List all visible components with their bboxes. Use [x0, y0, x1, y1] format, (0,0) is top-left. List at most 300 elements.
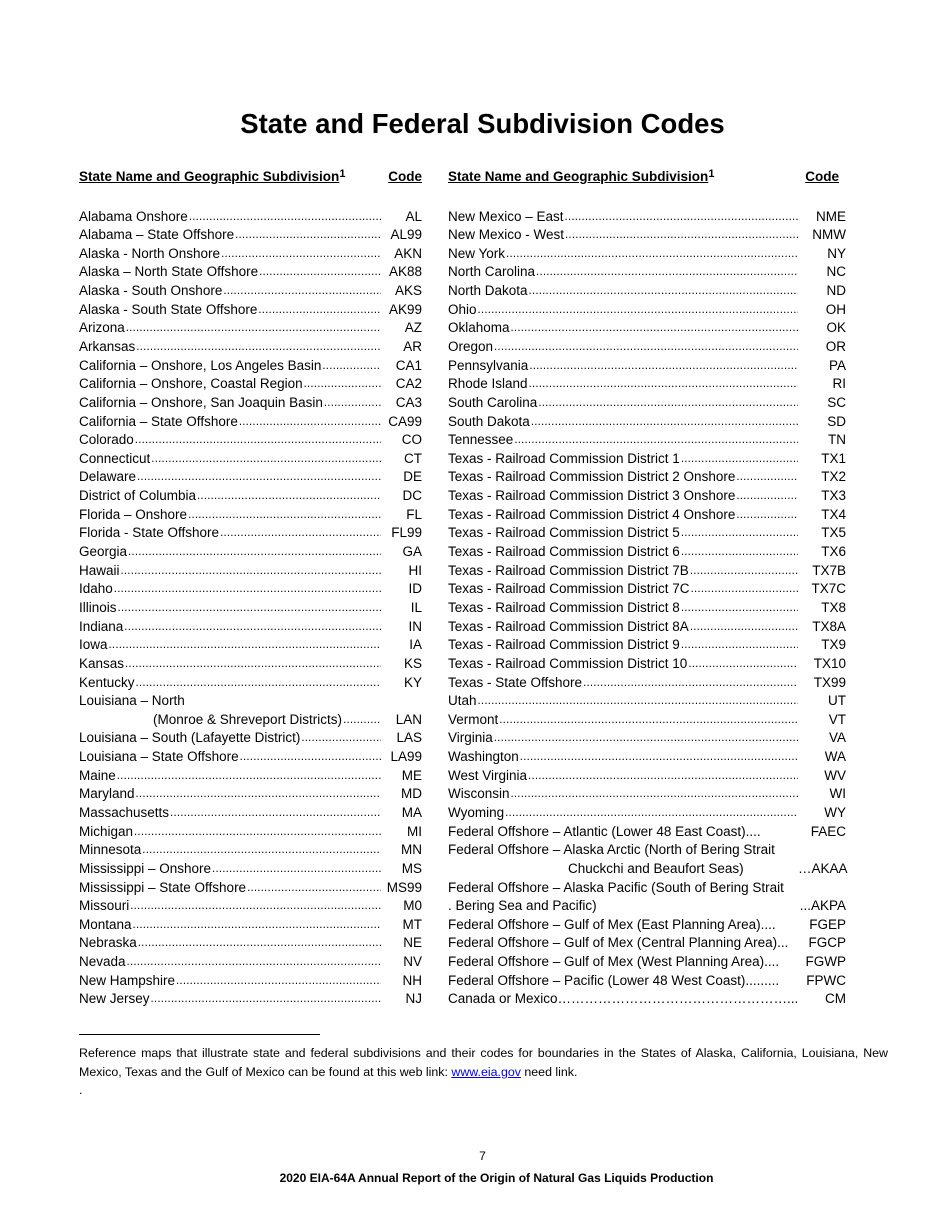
dot-leader	[780, 953, 798, 972]
subdivision-code: MS99	[386, 879, 422, 895]
subdivision-name: Idaho	[79, 581, 113, 597]
subdivision-name: Connecticut	[79, 450, 151, 466]
list-item	[79, 338, 422, 357]
dot-leader	[598, 897, 798, 916]
subdivision-code: NME	[816, 208, 846, 224]
subdivision-name: Maryland	[79, 786, 135, 802]
subdivision-name: New Hampshire	[79, 972, 176, 988]
dot-leader	[745, 860, 798, 879]
subdivision-name: Alaska – North State Offshore	[79, 264, 259, 280]
dot-leader	[133, 916, 381, 935]
list-item	[79, 562, 422, 581]
list-item	[79, 767, 422, 786]
subdivision-code: MS	[401, 860, 422, 876]
list-item	[79, 804, 422, 823]
subdivision-code: M0	[403, 898, 422, 914]
list-item	[79, 748, 422, 767]
subdivision-code: DE	[403, 469, 422, 485]
subdivision-code: AL99	[390, 227, 422, 243]
subdivision-code: CA3	[395, 394, 422, 410]
subdivision-name: Louisiana – South (Lafayette District)	[79, 730, 301, 746]
dot-leader	[565, 226, 798, 245]
list-item	[79, 450, 422, 469]
subdivision-code: AR	[403, 338, 422, 354]
dot-leader	[135, 431, 381, 450]
dot-leader	[690, 562, 798, 581]
list-item	[79, 301, 422, 320]
subdivision-name: Federal Offshore – Gulf of Mex (West Planning Area)....	[448, 954, 780, 970]
list-item	[79, 618, 422, 637]
subdivision-name: Ohio	[448, 301, 477, 317]
footnote-divider	[79, 1034, 320, 1035]
list-item	[79, 282, 422, 301]
dot-leader	[538, 394, 798, 413]
dot-leader	[324, 394, 381, 413]
subdivision-name: Wisconsin	[448, 786, 510, 802]
dot-leader	[514, 431, 798, 450]
dot-leader	[247, 879, 381, 898]
list-item	[448, 506, 846, 525]
subdivision-name: Texas - Railroad Commission District 9	[448, 637, 680, 653]
dot-leader	[776, 841, 798, 860]
dot-leader	[239, 413, 381, 432]
dot-leader	[583, 674, 798, 693]
list-item	[448, 785, 846, 804]
subdivision-name: Vermont	[448, 711, 499, 727]
subdivision-code: TX8A	[812, 618, 846, 634]
subdivision-code: FL	[406, 506, 422, 522]
subdivision-code: CT	[404, 450, 422, 466]
subdivision-code: ND	[826, 283, 846, 299]
subdivision-name: Iowa	[79, 637, 108, 653]
subdivision-code: DC	[402, 488, 422, 504]
eia-link[interactable]: www.eia.gov	[451, 1065, 521, 1079]
subdivision-code: HI	[408, 562, 422, 578]
right-column	[448, 166, 846, 1009]
subdivision-name: New Jersey	[79, 991, 150, 1007]
subdivision-code: WV	[824, 767, 846, 783]
dot-leader	[117, 767, 381, 786]
list-item	[79, 879, 422, 898]
list-item	[79, 729, 422, 748]
dot-leader	[118, 599, 381, 618]
subdivision-name: Pennsylvania	[448, 357, 529, 373]
dot-leader	[688, 655, 798, 674]
subdivision-code: TX3	[821, 488, 846, 504]
dot-leader	[176, 972, 381, 991]
list-item	[448, 357, 846, 376]
subdivision-code: NC	[826, 264, 846, 280]
subdivision-code: IN	[408, 618, 422, 634]
subdivision-name: Texas - Railroad Commission District 2 Onshore	[448, 469, 736, 485]
dot-leader	[681, 450, 798, 469]
subdivision-name: Alaska - South Onshore	[79, 283, 223, 299]
name-header: State Name and Geographic Subdivision$^1$	[79, 168, 346, 184]
subdivision-name: (Monroe & Shreveport Districts)	[153, 711, 343, 727]
dot-leader	[258, 301, 381, 320]
subdivision-code: WI	[829, 786, 846, 802]
list-item	[448, 226, 846, 245]
subdivision-code: MA	[401, 805, 422, 820]
dot-leader	[301, 729, 381, 748]
dot-leader	[681, 599, 798, 618]
subdivision-code: SC	[827, 394, 846, 410]
subdivision-code: LAS	[396, 730, 422, 746]
list-item	[79, 506, 422, 525]
subdivision-name: Hawaii	[79, 562, 120, 578]
subdivision-name: South Dakota	[448, 413, 530, 429]
dot-leader	[494, 338, 798, 357]
dot-leader	[170, 804, 381, 823]
dot-leader	[114, 580, 381, 599]
dot-leader	[197, 487, 381, 506]
subdivision-code: CA2	[395, 376, 422, 392]
dot-leader	[529, 282, 798, 301]
dot-leader	[478, 301, 798, 320]
subdivision-code: FAEC	[810, 823, 846, 839]
subdivision-name: Kansas	[79, 655, 125, 671]
list-item	[79, 431, 422, 450]
subdivision-code: AK99	[388, 301, 422, 317]
column-header	[448, 166, 846, 186]
dot-leader	[240, 748, 381, 767]
subdivision-name: District of Columbia	[79, 488, 197, 504]
dot-leader	[494, 729, 798, 748]
subdivision-name: Federal Offshore – Gulf of Mex (East Planning Area)....	[448, 916, 776, 932]
subdivision-name: Arizona	[79, 320, 125, 336]
subdivision-code: TX99	[813, 674, 846, 690]
dot-leader	[127, 953, 381, 972]
subdivision-code: ME	[401, 767, 422, 783]
dot-leader	[223, 282, 381, 301]
subdivision-code: CO	[401, 432, 422, 448]
page-number: 7	[479, 1149, 486, 1163]
dot-leader	[529, 375, 798, 394]
list-item	[79, 245, 422, 264]
list-item	[79, 785, 422, 804]
name-header: State Name and Geographic Subdivision$^1$	[448, 168, 715, 184]
subdivision-code: MN	[401, 842, 422, 858]
dot-leader	[528, 767, 798, 786]
subdivision-name: Alabama Onshore	[79, 208, 188, 224]
subdivision-name: Tennessee	[448, 432, 514, 448]
subdivision-name: Colorado	[79, 432, 134, 448]
list-item	[448, 301, 846, 320]
subdivision-code: NV	[403, 954, 422, 970]
list-item	[79, 319, 422, 338]
dot-leader	[499, 711, 798, 730]
subdivision-code: CM	[825, 991, 846, 1007]
subdivision-name: New Mexico - West	[448, 227, 565, 243]
dot-leader	[109, 636, 381, 655]
dot-leader	[142, 841, 381, 860]
list-item	[448, 580, 846, 599]
dot-leader	[136, 674, 381, 693]
list-item	[79, 357, 422, 376]
subdivision-name: Nevada	[79, 954, 126, 970]
dot-leader	[780, 972, 798, 991]
list-item	[448, 729, 846, 748]
dot-leader	[531, 413, 798, 432]
subdivision-name: Michigan	[79, 823, 134, 839]
subdivision-name: Texas - Railroad Commission District 6	[448, 544, 680, 560]
footnote: Reference maps that illustrate state and federal subdivisions and their codes for boundaries in the States of Alaska, California, Louisiana, New Mexico, Texas and the Gulf of Mexico can be found at this web link: www.eia.gov need link.	[79, 1046, 888, 1079]
subdivision-code: CA99	[388, 413, 422, 429]
list-item	[79, 674, 422, 693]
subdivision-code: AK88	[388, 264, 422, 280]
dot-leader	[121, 562, 381, 581]
dot-leader	[520, 748, 798, 767]
dot-leader	[235, 226, 381, 245]
subdivision-name: Virginia	[448, 730, 493, 746]
list-item	[79, 953, 422, 972]
list-item	[448, 468, 846, 487]
subdivision-name: South Carolina	[448, 394, 538, 410]
subdivision-code: GA	[402, 544, 422, 560]
subdivision-code: OK	[826, 320, 846, 336]
subdivision-code: TX1	[821, 450, 846, 466]
code-header: Code	[805, 169, 839, 184]
dot-leader	[136, 338, 381, 357]
list-item	[448, 972, 846, 991]
subdivision-name: California – State Offshore	[79, 413, 238, 429]
subdivision-code: NE	[403, 935, 422, 951]
dot-leader	[322, 357, 381, 376]
subdivision-name: Montana	[79, 916, 132, 932]
list-item	[79, 580, 422, 599]
subdivision-code: AZ	[404, 320, 422, 336]
dot-leader	[304, 375, 381, 394]
subdivision-code: …AKAA	[798, 860, 848, 876]
list-item	[448, 282, 846, 301]
dot-leader	[478, 692, 798, 711]
dot-leader	[186, 692, 381, 711]
subdivision-name: Chuckchi and Beaufort Seas)	[568, 860, 744, 876]
dot-leader	[511, 319, 798, 338]
subdivision-name: Utah	[448, 693, 477, 709]
list-item	[79, 487, 422, 506]
report-footer: 2020 EIA-64A Annual Report of the Origin of Natural Gas Liquids Production	[279, 1171, 714, 1185]
subdivision-code: SD	[827, 413, 846, 429]
list-item	[79, 599, 422, 618]
subdivision-name: Federal Offshore – Gulf of Mex (Central Planning Area)...	[448, 935, 789, 951]
subdivision-name: Maine	[79, 767, 116, 783]
subdivision-name: Missouri	[79, 898, 130, 914]
subdivision-code: FGWP	[805, 954, 846, 970]
dot-leader	[681, 524, 798, 543]
list-item	[448, 263, 846, 282]
dot-leader	[124, 618, 381, 637]
subdivision-name: Texas - Railroad Commission District 1	[448, 450, 680, 466]
subdivision-name: Texas - Railroad Commission District 4 Onshore	[448, 506, 736, 522]
dot-leader	[505, 804, 798, 823]
subdivision-name: Federal Offshore – Alaska Pacific (South of Bering Strait	[448, 879, 784, 895]
list-item	[448, 618, 846, 637]
dot-leader	[130, 897, 381, 916]
list-item	[448, 450, 846, 469]
subdivision-name: Wyoming	[448, 805, 505, 820]
list-item	[79, 524, 422, 543]
list-item	[448, 692, 846, 711]
dot-leader	[343, 711, 381, 730]
subdivision-code: IL	[410, 599, 422, 615]
subdivision-name: Texas - Railroad Commission District 10	[448, 655, 688, 671]
list-item	[79, 897, 422, 916]
subdivision-code: LAN	[395, 711, 422, 727]
dot-leader	[681, 636, 798, 655]
list-item	[79, 375, 422, 394]
subdivision-name: Louisiana – State Offshore	[79, 749, 239, 765]
list-item	[448, 823, 846, 842]
dot-leader	[777, 916, 798, 935]
list-item	[448, 916, 846, 935]
list-item	[79, 468, 422, 487]
page-title: State and Federal Subdivision Codes	[240, 108, 725, 139]
dot-leader	[125, 655, 381, 674]
list-item	[79, 226, 422, 245]
subdivision-code: TX7B	[812, 562, 846, 578]
dot-leader	[785, 879, 798, 898]
list-item	[448, 413, 846, 432]
subdivision-code: FGEP	[809, 916, 846, 932]
list-item	[448, 338, 846, 357]
list-item	[79, 972, 422, 991]
dot-leader	[212, 860, 381, 879]
list-item	[79, 990, 422, 1009]
subdivision-name: Oklahoma	[448, 320, 510, 336]
subdivision-name: Mississippi – State Offshore	[79, 879, 247, 895]
dot-leader	[529, 357, 798, 376]
list-item	[448, 319, 846, 338]
footnote-mark: 1	[708, 168, 715, 180]
subdivision-name: Washington	[448, 749, 519, 765]
subdivision-code: RI	[832, 376, 846, 392]
subdivision-name: Texas - Railroad Commission District 5	[448, 525, 680, 541]
subdivision-code: CA1	[395, 357, 422, 373]
dot-leader	[188, 506, 381, 525]
subdivision-code: TX10	[813, 655, 846, 671]
dot-leader	[221, 245, 381, 264]
subdivision-code: TX2	[821, 469, 846, 485]
list-item	[79, 263, 422, 282]
list-item	[448, 208, 846, 227]
dot-leader	[136, 785, 381, 804]
subdivision-code: TX7C	[811, 581, 846, 597]
subdivision-name: Federal Offshore – Alaska Arctic (North of Bering Strait	[448, 842, 775, 858]
dot-leader	[189, 208, 381, 227]
list-item	[448, 897, 846, 916]
subdivision-name: Texas - Railroad Commission District 3 Onshore	[448, 488, 736, 504]
list-item	[79, 916, 422, 935]
subdivision-code: NJ	[405, 991, 422, 1007]
list-item	[448, 953, 846, 972]
column-header	[79, 166, 422, 186]
list-item	[448, 431, 846, 450]
subdivision-code: IA	[409, 637, 422, 653]
list-item	[448, 990, 846, 1009]
list-item	[79, 543, 422, 562]
dot-leader	[137, 468, 381, 487]
dot-leader	[789, 934, 798, 953]
dot-leader	[259, 263, 381, 282]
dot-leader	[762, 823, 798, 842]
list-item	[448, 934, 846, 953]
subdivision-code: MD	[401, 786, 422, 802]
subdivision-code: TX6	[821, 544, 846, 560]
list-item	[448, 860, 846, 879]
list-item	[79, 636, 422, 655]
subdivision-name: Florida – Onshore	[79, 506, 188, 522]
dot-leader	[736, 487, 798, 506]
list-item	[79, 823, 422, 842]
subdivision-name: Nebraska	[79, 935, 137, 951]
subdivision-name: Alaska - North Onshore	[79, 245, 221, 261]
subdivision-code: FPWC	[806, 972, 846, 988]
dot-leader	[151, 990, 381, 1009]
subdivision-code: TX8	[821, 599, 846, 615]
list-item	[79, 394, 422, 413]
subdivision-code: WY	[824, 805, 846, 820]
dot-leader	[128, 543, 381, 562]
subdivision-name: Oregon	[448, 338, 494, 354]
subdivision-code: NH	[402, 972, 422, 988]
subdivision-name: Louisiana – North	[79, 693, 185, 709]
list-item	[79, 208, 422, 227]
subdivision-name: Mississippi – Onshore	[79, 860, 212, 876]
subdivision-name: Texas - Railroad Commission District 7B	[448, 562, 689, 578]
subdivision-code: ID	[408, 581, 422, 597]
subdivision-name: Federal Offshore – Atlantic (Lower 48 East Coast)....	[448, 823, 761, 839]
subdivision-code: TX4	[821, 506, 846, 522]
left-column	[79, 166, 422, 1009]
subdivision-name: Florida - State Offshore	[79, 525, 220, 541]
subdivision-code: NY	[827, 245, 846, 261]
list-item	[448, 524, 846, 543]
subdivision-name: Texas - State Offshore	[448, 674, 583, 690]
subdivision-code: AKS	[394, 283, 422, 299]
footnote-trailing-dot: .	[79, 1083, 83, 1097]
subdivision-code: VT	[828, 711, 846, 727]
code-header: Code	[388, 169, 422, 184]
list-item	[79, 860, 422, 879]
dot-leader	[690, 618, 798, 637]
subdivision-name: Georgia	[79, 544, 128, 560]
dot-leader	[506, 245, 798, 264]
subdivision-code: PA	[828, 357, 846, 373]
list-item	[448, 767, 846, 786]
list-item	[448, 804, 846, 823]
subdivision-name: North Dakota	[448, 283, 528, 299]
list-item	[448, 487, 846, 506]
right-code-list	[448, 208, 846, 1010]
list-item	[79, 655, 422, 674]
dot-leader	[138, 934, 381, 953]
dot-leader	[736, 468, 798, 487]
dot-leader	[691, 580, 798, 599]
subdivision-code: UT	[828, 693, 846, 709]
list-item	[448, 599, 846, 618]
subdivision-name: Alabama – State Offshore	[79, 227, 235, 243]
subdivision-code: AKN	[394, 245, 422, 261]
subdivision-code: ...AKPA	[799, 898, 846, 914]
subdivision-name: Minnesota	[79, 842, 142, 858]
subdivision-name: Federal Offshore – Pacific (Lower 48 West Coast).........	[448, 972, 780, 988]
subdivision-code: FGCP	[808, 935, 846, 951]
dot-leader	[220, 524, 381, 543]
list-item	[448, 879, 846, 898]
list-item	[448, 245, 846, 264]
list-item	[79, 692, 422, 711]
